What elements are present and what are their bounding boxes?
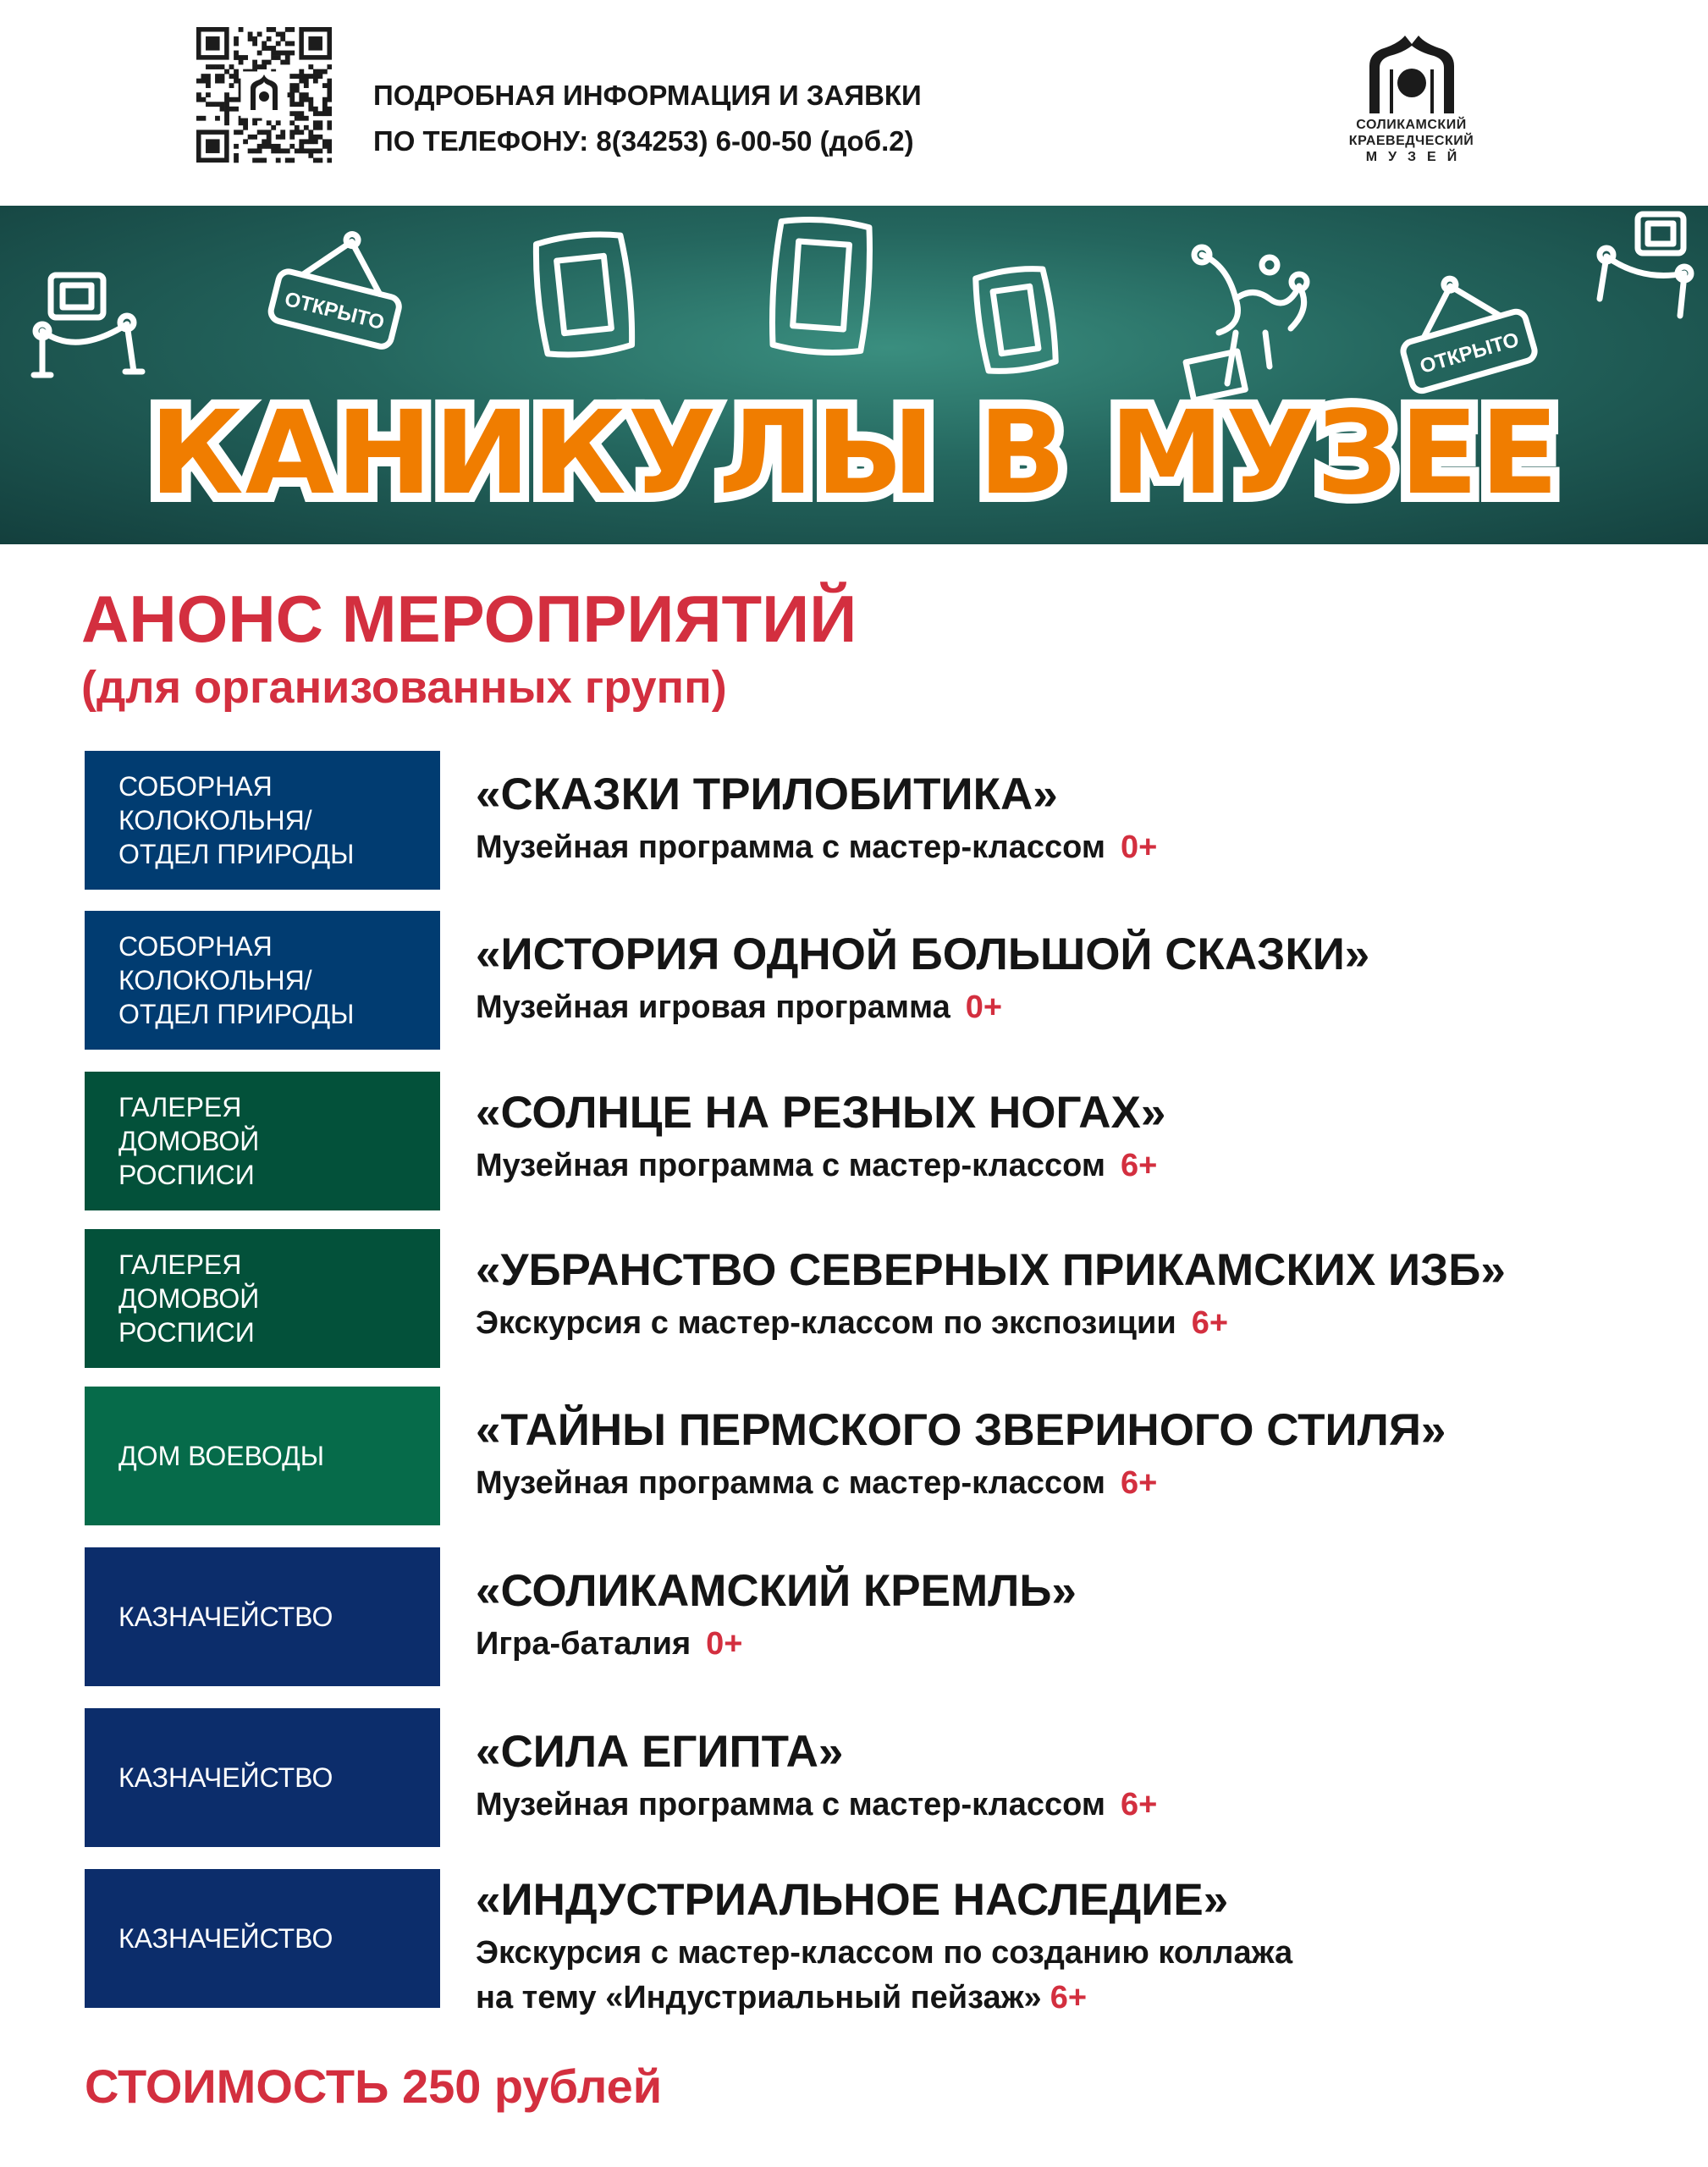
age-rating: 6+ — [1120, 1465, 1158, 1501]
picture-frame-icon — [532, 231, 636, 359]
event-description — [476, 1977, 1087, 2019]
open-sign-icon — [269, 219, 414, 349]
painting-rope-icon — [34, 275, 142, 375]
event-description-text: Экскурсия с мастер-классом по экспозиции — [476, 1305, 1176, 1341]
event-title: «ИСТОРИЯ ОДНОЙ БОЛЬШОЙ СКАЗКИ» — [476, 929, 1370, 979]
event-description — [476, 826, 1157, 868]
event-description-text: Игра-баталия — [476, 1626, 691, 1662]
picture-frame-icon — [972, 266, 1059, 375]
event-description — [476, 1144, 1157, 1187]
price-label: СТОИМОСТЬ 250 рублей — [85, 2059, 663, 2113]
age-rating: 6+ — [1120, 1787, 1158, 1822]
event-description-text: Музейная программа с мастер-классом — [476, 1465, 1105, 1501]
event-title: «УБРАНСТВО СЕВЕРНЫХ ПРИКАМСКИХ ИЗБ» — [476, 1245, 1506, 1295]
contact-info — [373, 73, 922, 164]
event-description — [476, 986, 1002, 1028]
age-rating: 0+ — [706, 1626, 743, 1662]
age-rating: 0+ — [1120, 830, 1158, 865]
event-title: «СОЛИКАМСКИЙ КРЕМЛЬ» — [476, 1566, 1077, 1616]
event-location: ГАЛЕРЕЯ ДОМОВОЙ РОСПИСИ — [118, 1249, 260, 1348]
event-description — [476, 1462, 1157, 1504]
announcement-subtitle: (для организованных групп) — [81, 662, 727, 713]
event-title: «ТАЙНЫ ПЕРМСКОГО ЗВЕРИНОГО СТИЛЯ» — [476, 1405, 1446, 1455]
picture-frame-icon — [769, 217, 873, 355]
event-description-text: Музейная игровая программа — [476, 990, 950, 1025]
event-title: «СКАЗКИ ТРИЛОБИТИКА» — [476, 769, 1058, 819]
contact-line-2: ПО ТЕЛЕФОНУ: 8(34253) 6-00-50 (доб.2) — [373, 125, 914, 157]
age-rating: 6+ — [1120, 1148, 1158, 1183]
qr-code-graphic — [196, 27, 332, 164]
event-title: «ИНДУСТРИАЛЬНОЕ НАСЛЕДИЕ» — [476, 1875, 1229, 1925]
open-sign-icon — [1387, 262, 1537, 394]
announcement-title: АНОНС МЕРОПРИЯТИЙ — [81, 582, 857, 656]
museum-logo — [1333, 32, 1490, 185]
event-description-text: Музейная программа с мастер-классом — [476, 830, 1105, 865]
banner — [0, 206, 1708, 544]
event-location: СОБОРНАЯ КОЛОКОЛЬНЯ/ ОТДЕЛ ПРИРОДЫ — [118, 771, 355, 869]
event-location: КАЗНАЧЕЙСТВО — [118, 1602, 333, 1632]
age-rating: 6+ — [1050, 1980, 1088, 2015]
event-location-box — [85, 1229, 440, 1368]
logo-text-line-2: КРАЕВЕДЧЕСКИЙ — [1348, 134, 1474, 148]
event-description-text: на тему «Индустриальный пейзаж» — [476, 1980, 1042, 2015]
event-location-box — [85, 911, 440, 1050]
qr-code — [196, 27, 332, 164]
event-location-box — [85, 751, 440, 890]
event-location-box — [85, 1869, 440, 2008]
event-title: «СИЛА ЕГИПТА» — [476, 1727, 844, 1777]
museum-emblem-icon — [1361, 32, 1463, 117]
event-location: КАЗНАЧЕЙСТВО — [118, 1923, 333, 1954]
event-description-text: Экскурсия с мастер-классом по созданию коллажа — [476, 1935, 1293, 1971]
event-title: «СОЛНЦЕ НА РЕЗНЫХ НОГАХ» — [476, 1088, 1166, 1138]
event-description — [476, 1623, 743, 1665]
contact-line-1: ПОДРОБНАЯ ИНФОРМАЦИЯ И ЗАЯВКИ — [373, 80, 922, 111]
open-sign-text: ОТКРЫТО — [1417, 328, 1522, 378]
logo-text-line-3: МУЗЕЙ — [1365, 150, 1468, 164]
event-location: ДОМ ВОЕВОДЫ — [118, 1441, 325, 1471]
event-location-box — [85, 1708, 440, 1847]
event-location-box — [85, 1387, 440, 1525]
event-location: СОБОРНАЯ КОЛОКОЛЬНЯ/ ОТДЕЛ ПРИРОДЫ — [118, 931, 355, 1029]
event-description — [476, 1784, 1157, 1826]
banner-title: КАНИКУЛЫ В МУЗЕЕ — [149, 387, 1561, 521]
event-location-box — [85, 1547, 440, 1686]
painting-rope-icon — [1600, 214, 1691, 316]
age-rating: 0+ — [965, 990, 1003, 1025]
age-rating: 6+ — [1191, 1305, 1229, 1341]
event-location: КАЗНАЧЕЙСТВО — [118, 1762, 333, 1793]
open-sign-text: ОТКРЫТО — [282, 287, 387, 335]
event-description-text: Музейная программа с мастер-классом — [476, 1148, 1105, 1183]
event-location-box — [85, 1072, 440, 1210]
event-description-text: Музейная программа с мастер-классом — [476, 1787, 1105, 1822]
event-description — [476, 1302, 1228, 1344]
logo-text-line-1: СОЛИКАМСКИЙ — [1356, 118, 1467, 132]
event-description — [476, 1932, 1292, 1974]
event-location: ГАЛЕРЕЯ ДОМОВОЙ РОСПИСИ — [118, 1092, 260, 1190]
